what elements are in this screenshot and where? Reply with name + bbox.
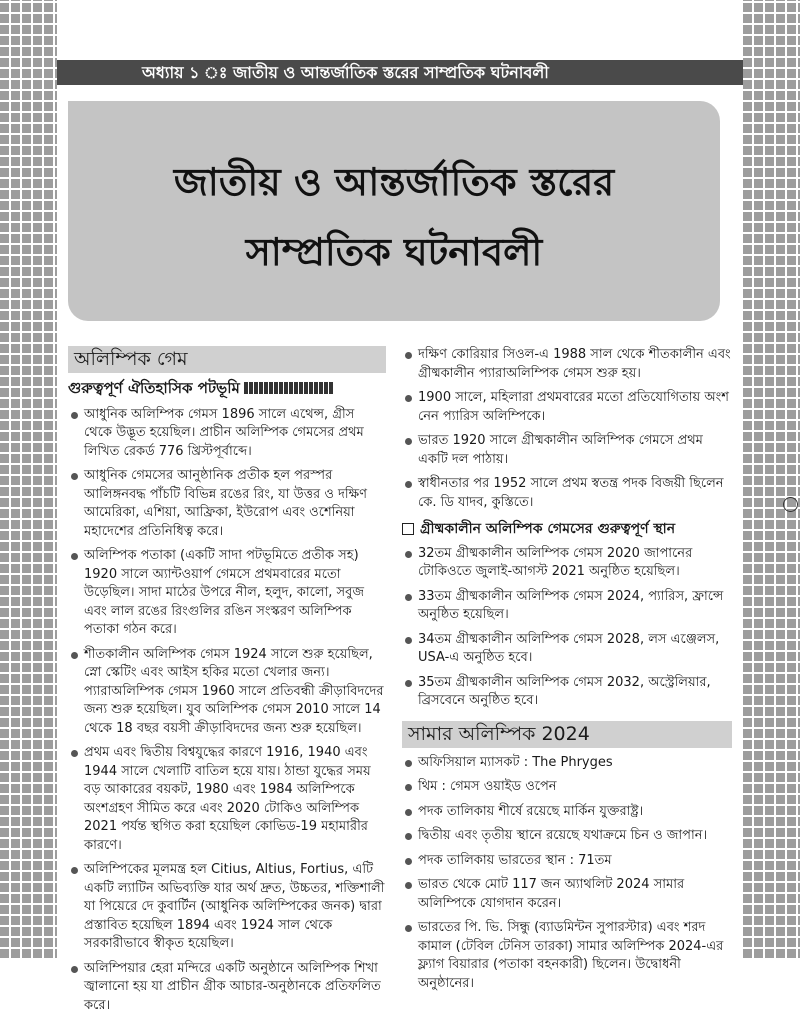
venues-heading — [402, 520, 732, 539]
decorative-grid-left — [0, 0, 57, 958]
list-item: প্রথম এবং দ্বিতীয় বিশ্বযুদ্ধের কারণে 1916, 1940 এবং 1944 সালে খেলাটি বাতিল হয়ে যায়। ঠান্ডা যুদ্ধের সময় বড় আকারের বয়কট, 1980 এবং 1984 অলিম্পিকে অংশগ্রহণ সীমিত করে এবং 2020 টোকিও অলিম্পিক 2021 পর্যন্ত স্থগিত করা হয়েছিল কোভিড-19 মহামারীর কারণে। — [68, 744, 386, 855]
section-title-summer-2024: সামার অলিম্পিক 2024 — [402, 721, 732, 748]
list-item: থিম : গেমস ওয়াইড ওপেন — [402, 778, 732, 797]
venues-heading-text: গ্রীষ্মকালীন অলিম্পিক গেমসের গুরুত্বপূর্ণ স্থান — [420, 521, 676, 537]
list-item: ভারত থেকে মোট 117 জন অ্যাথলিট 2024 সামার অলিম্পিকে যোগদান করেন। — [402, 876, 732, 913]
list-item: দক্ষিণ কোরিয়ার সিওল-এ 1988 সাল থেকে শীতকালীন এবং গ্রীষ্মকালীন প্যারাঅলিম্পিক গেমস শুরু হয়। — [402, 346, 732, 383]
left-column — [68, 346, 386, 1021]
list-item: শীতকালীন অলিম্পিক গেমস 1924 সালে শুরু হয়েছিল, স্নো স্কেটিং এবং আইস হকির মতো খেলার জন্য। প্যারাঅলিম্পিক গেমস 1960 সালে প্রতিবন্ধী ক্রীড়াবিদদের জন্য শুরু হয়েছিল। যুব অলিম্পিক গেমস 2010 সালে 14 থেকে 18 বছর বয়সী ক্রীড়াবিদদের জন্য শুরু হয়েছিল। — [68, 646, 386, 739]
checkbox-square-icon — [402, 523, 414, 535]
venues-list — [402, 545, 732, 711]
list-item: ভারতের পি. ভি. সিন্ধু (ব্যাডমিন্টন সুপারস্টার) এবং শরদ কামাল (টেবিল টেনিস তারকা) সামার অলিম্পিক 2024-এর ফ্ল্যাগ বিয়ারার (পতাকা বহনকারী) ছিলেন। উদ্বোধনী অনুষ্ঠানের। — [402, 919, 732, 993]
subsection-title-text: গুরুত্বপূর্ণ ঐতিহাসিক পটভূমি — [68, 379, 240, 397]
list-item: 35তম গ্রীষ্মকালীন অলিম্পিক গেমস 2032, অস্ট্রেলিয়ার, ব্রিসবেনে অনুষ্ঠিত হবে। — [402, 674, 732, 711]
facts-list — [402, 346, 732, 512]
list-item: 1900 সালে, মহিলারা প্রথমবারের মতো প্রতিযোগিতায় অংশ নেন প্যারিস অলিম্পিকে। — [402, 389, 732, 426]
list-item: অলিম্পিয়ার হেরা মন্দিরে একটি অনুষ্ঠানে অলিম্পিক শিখা জ্বালানো হয় যা প্রাচীন গ্রীক আচার-অনুষ্ঠানকে প্রতিফলিত করে। — [68, 960, 386, 1016]
decorative-bar — [244, 382, 334, 394]
title-line-2: সাম্প্রতিক ঘটনাবলী — [245, 230, 543, 274]
registration-mark-icon — [783, 497, 798, 512]
list-item: দ্বিতীয় এবং তৃতীয় স্থানে রয়েছে যথাক্রমে চিন ও জাপান। — [402, 827, 732, 846]
decorative-grid-right — [743, 0, 800, 958]
list-item: স্বাধীনতার পর 1952 সালে প্রথম স্বতন্ত্র পদক বিজয়ী ছিলেন কে. ডি যাদব, কুস্তিতে। — [402, 475, 732, 512]
list-item: পদক তালিকায় শীর্ষে রয়েছে মার্কিন যুক্তরাষ্ট্র। — [402, 803, 732, 822]
list-item: 34তম গ্রীষ্মকালীন অলিম্পিক গেমস 2028, লস এঞ্জেলস, USA-এ অনুষ্ঠিত হবে। — [402, 631, 732, 668]
chapter-header: অধ্যায় ১ ঃ জাতীয় ও আন্তর্জাতিক স্তরের সাম্প্রতিক ঘটনাবলী — [57, 60, 743, 85]
title-line-1: জাতীয় ও আন্তর্জাতিক স্তরের — [173, 160, 615, 204]
list-item: আধুনিক অলিম্পিক গেমস 1896 সালে এথেন্স, গ্রীস থেকে উদ্ভূত হয়েছিল। প্রাচীন অলিম্পিক গেমসের প্রথম লিখিত রেকর্ড 776 খ্রিস্টপূর্বাব্দে। — [68, 406, 386, 462]
list-item: অলিম্পিক পতাকা (একটি সাদা পটভূমিতে প্রতীক সহ) 1920 সালে অ্যান্টওয়ার্প গেমসে প্রথমবারের মতো উড়েছিল। সাদা মাঠের উপরে নীল, হলুদ, কালো, সবুজ এবং লাল রঙের রিংগুলির রঙিন সংস্করণ অলিম্পিক পতাকা গঠন করে। — [68, 547, 386, 640]
subsection-title-history — [68, 379, 386, 398]
list-item: অলিম্পিকের মূলমন্ত্র হল Citius, Altius, Fortius, এটি একটি ল্যাটিন অভিব্যক্তি যার অর্থ দ্রুত, উচ্চতর, শক্তিশালী যা পিয়েরে দে কুবার্টিন (আধুনিক অলিম্পিকের জনক) দ্বারা প্রস্তাবিত হয়েছিল 1894 এবং 1924 সাল থেকে সরকারীভাবে স্বীকৃত হয়েছিল। — [68, 861, 386, 954]
title-banner — [68, 101, 720, 321]
section-title-olympic: অলিম্পিক গেম — [68, 346, 386, 373]
list-item: 33তম গ্রীষ্মকালীন অলিম্পিক গেমস 2024, প্যারিস, ফ্রান্সে অনুষ্ঠিত হয়েছিল। — [402, 588, 732, 625]
list-item: 32তম গ্রীষ্মকালীন অলিম্পিক গেমস 2020 জাপানের টোকিওতে জুলাই-আগস্ট 2021 অনুষ্ঠিত হয়েছিল। — [402, 545, 732, 582]
summer-list — [402, 754, 732, 994]
list-item: ভারত 1920 সালে গ্রীষ্মকালীন অলিম্পিক গেমসে প্রথম একটি দল পাঠায়। — [402, 432, 732, 469]
history-list — [68, 406, 386, 1016]
list-item: পদক তালিকায় ভারতের স্থান : 71তম — [402, 852, 732, 871]
list-item: আধুনিক গেমসের আনুষ্ঠানিক প্রতীক হল পরস্পর আলিঙ্গনবদ্ধ পাঁচটি বিভিন্ন রঙের রিং, যা উত্তর ও দক্ষিণ আমেরিকা, এশিয়া, আফ্রিকা, ইউরোপ এবং ওশেনিয়া মহাদেশের প্রতিনিধিত্ব করে। — [68, 467, 386, 541]
list-item: অফিসিয়াল ম্যাসকট : The Phryges — [402, 754, 732, 773]
right-column — [402, 346, 732, 999]
